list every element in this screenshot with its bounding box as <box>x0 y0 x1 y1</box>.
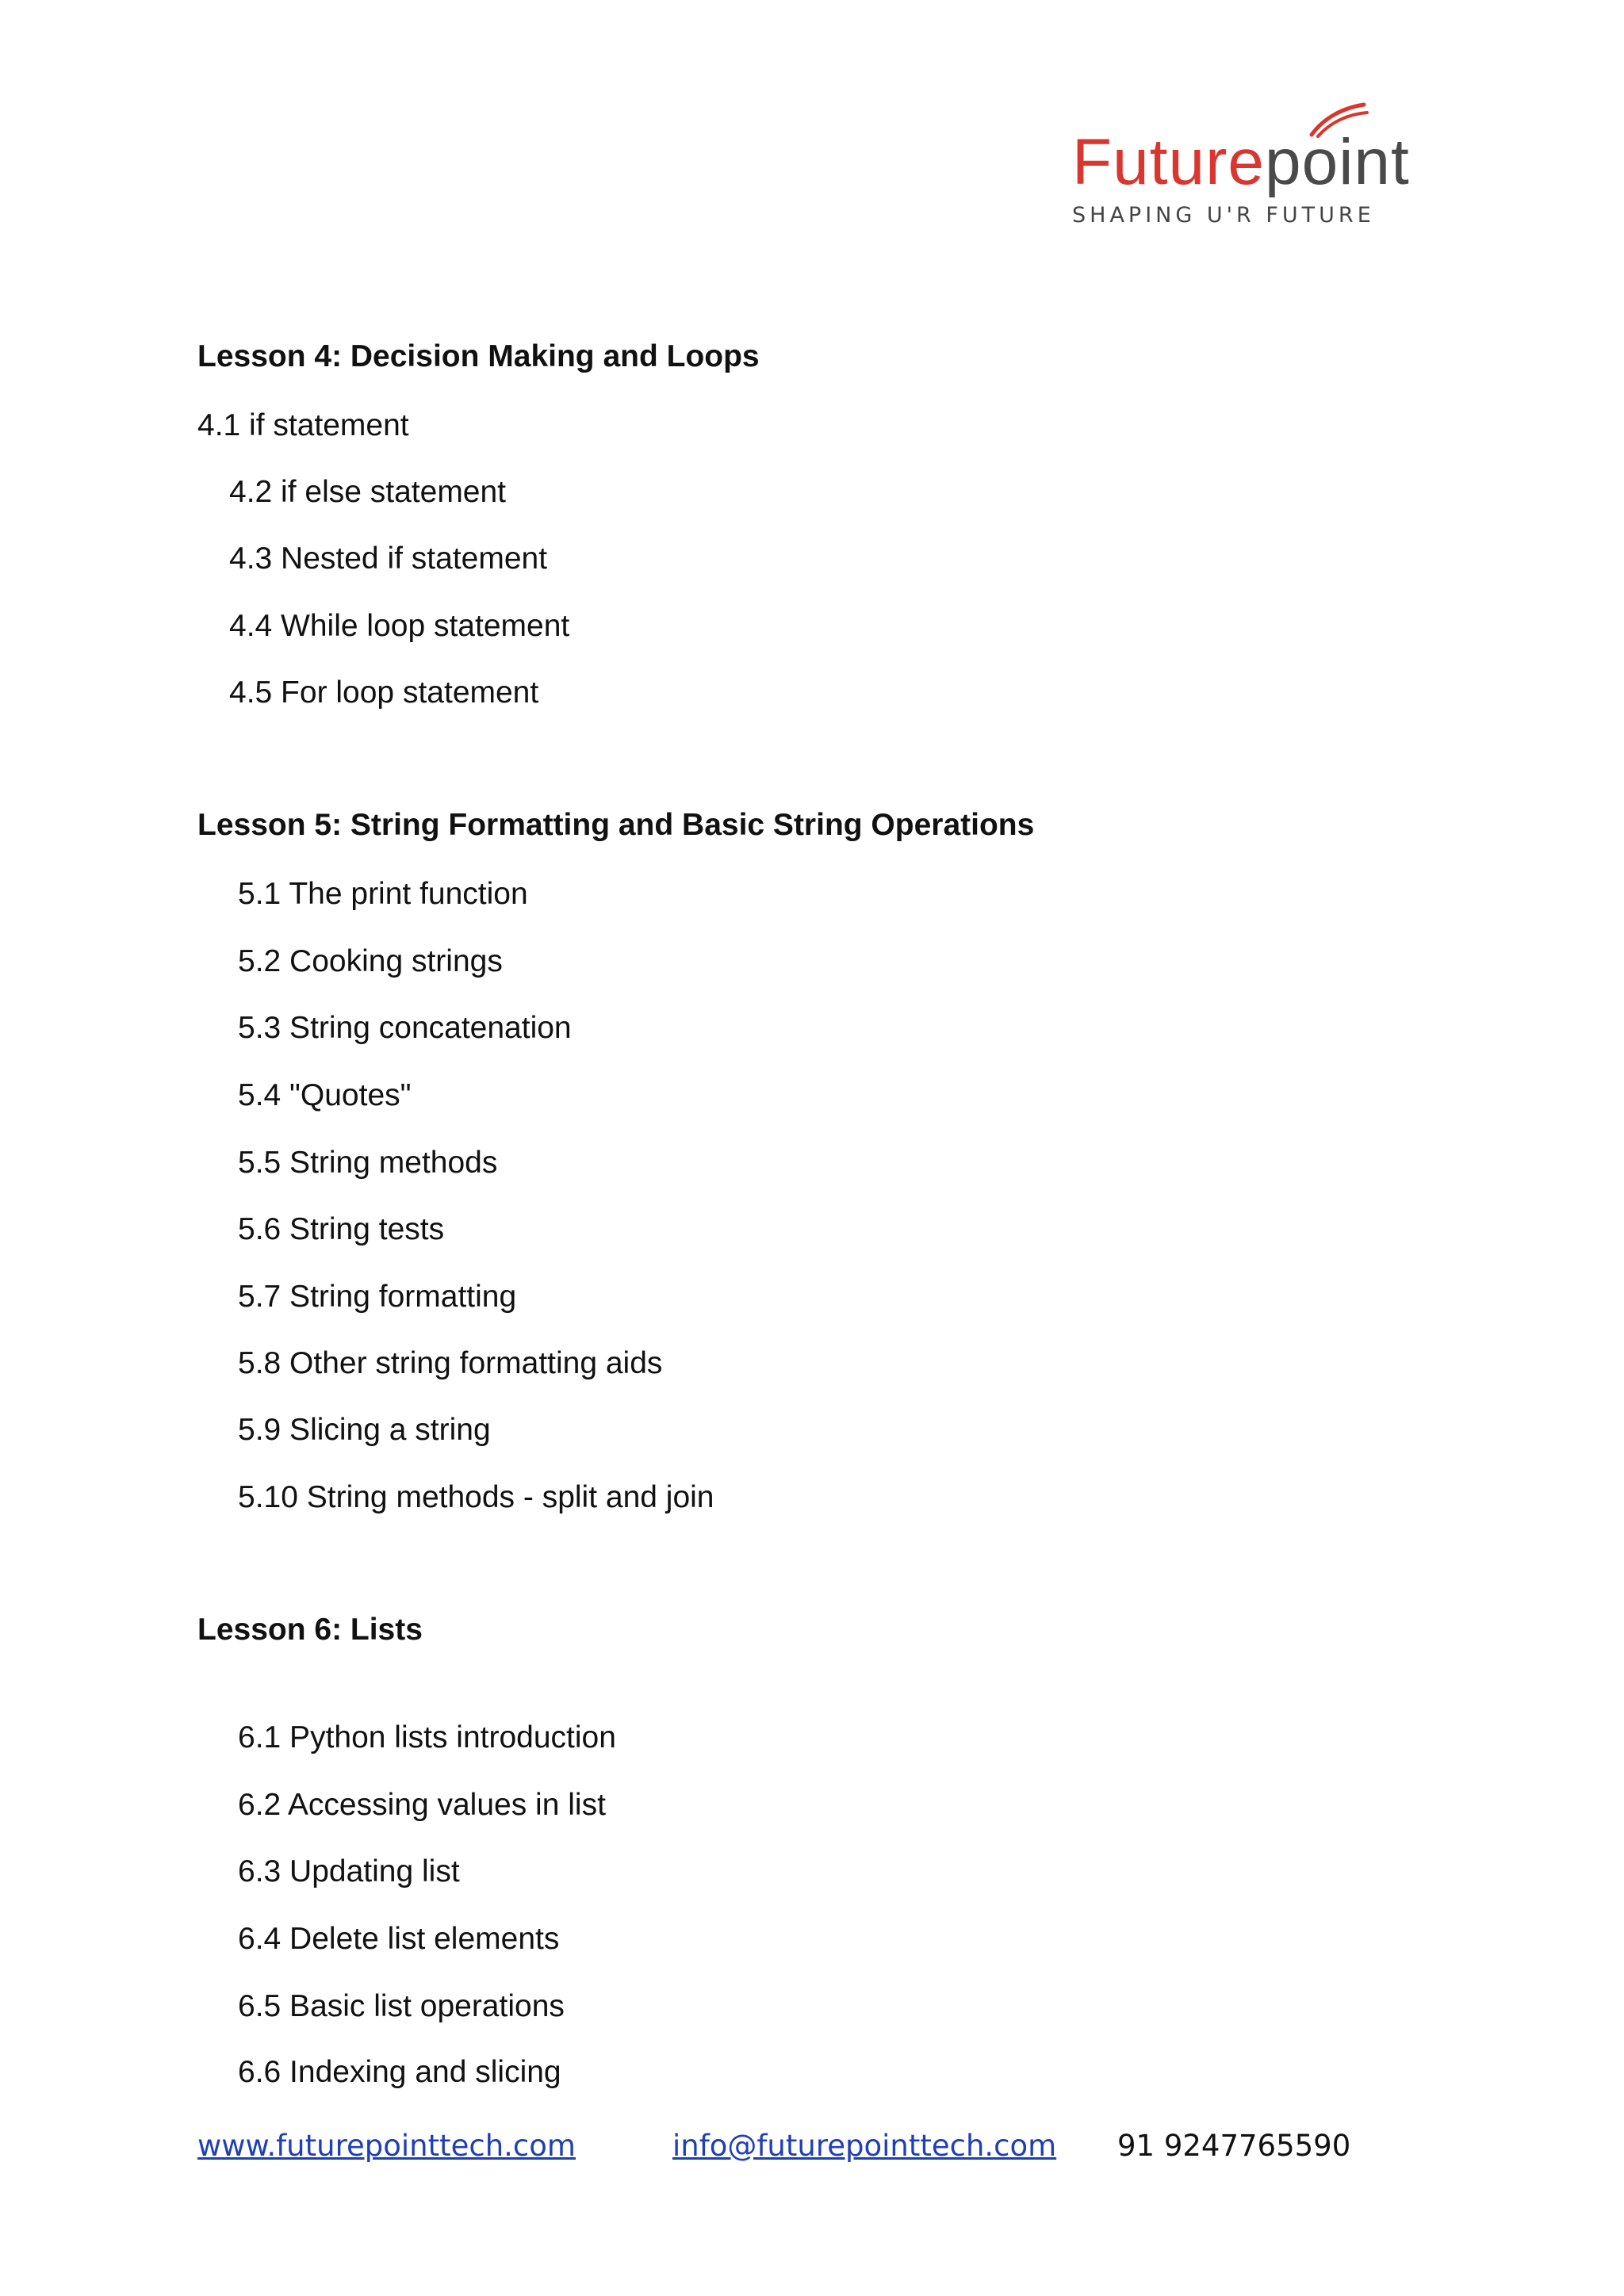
lesson-4-title: Lesson 4: Decision Making and Loops <box>197 339 760 373</box>
footer-phone: 91 9247765590 <box>1117 2129 1351 2163</box>
list-item: 5.9 Slicing a string <box>238 1413 491 1447</box>
list-item: 6.1 Python lists introduction <box>238 1720 616 1755</box>
list-item: 4.5 For loop statement <box>229 675 539 710</box>
list-item: 6.5 Basic list operations <box>238 1989 565 2023</box>
list-item: 5.8 Other string formatting aids <box>238 1346 663 1380</box>
list-item: 4.2 if else statement <box>229 475 507 509</box>
logo-tagline: SHAPING U'R FUTURE <box>1072 203 1375 228</box>
list-item: 4.3 Nested if statement <box>229 541 548 576</box>
footer-website-link[interactable]: www.futurepointtech.com <box>197 2129 576 2163</box>
list-item: 5.2 Cooking strings <box>238 944 503 978</box>
list-item: 5.10 String methods - split and join <box>238 1480 714 1514</box>
footer-email-link[interactable]: info@futurepointtech.com <box>672 2129 1057 2163</box>
logo-wordmark <box>1072 126 1410 198</box>
list-item: 5.5 String methods <box>238 1146 498 1180</box>
lesson-6-title: Lesson 6: Lists <box>197 1613 423 1647</box>
list-item: 5.6 String tests <box>238 1212 445 1246</box>
list-item: 4.1 if statement <box>197 408 409 442</box>
lesson-5-title: Lesson 5: String Formatting and Basic String Operations <box>197 808 1035 842</box>
logo-word-point: point <box>1265 126 1410 198</box>
list-item: 5.7 String formatting <box>238 1280 517 1314</box>
logo-word-future: Future <box>1072 126 1265 198</box>
list-item: 6.4 Delete list elements <box>238 1922 560 1956</box>
list-item: 5.4 "Quotes" <box>238 1078 412 1112</box>
list-item: 5.1 The print function <box>238 877 528 911</box>
list-item: 6.6 Indexing and slicing <box>238 2055 561 2089</box>
list-item: 4.4 While loop statement <box>229 609 570 643</box>
list-item: 6.2 Accessing values in list <box>238 1788 606 1822</box>
list-item: 6.3 Updating list <box>238 1854 460 1888</box>
futurepoint-logo <box>1071 95 1410 238</box>
list-item: 5.3 String concatenation <box>238 1011 572 1045</box>
